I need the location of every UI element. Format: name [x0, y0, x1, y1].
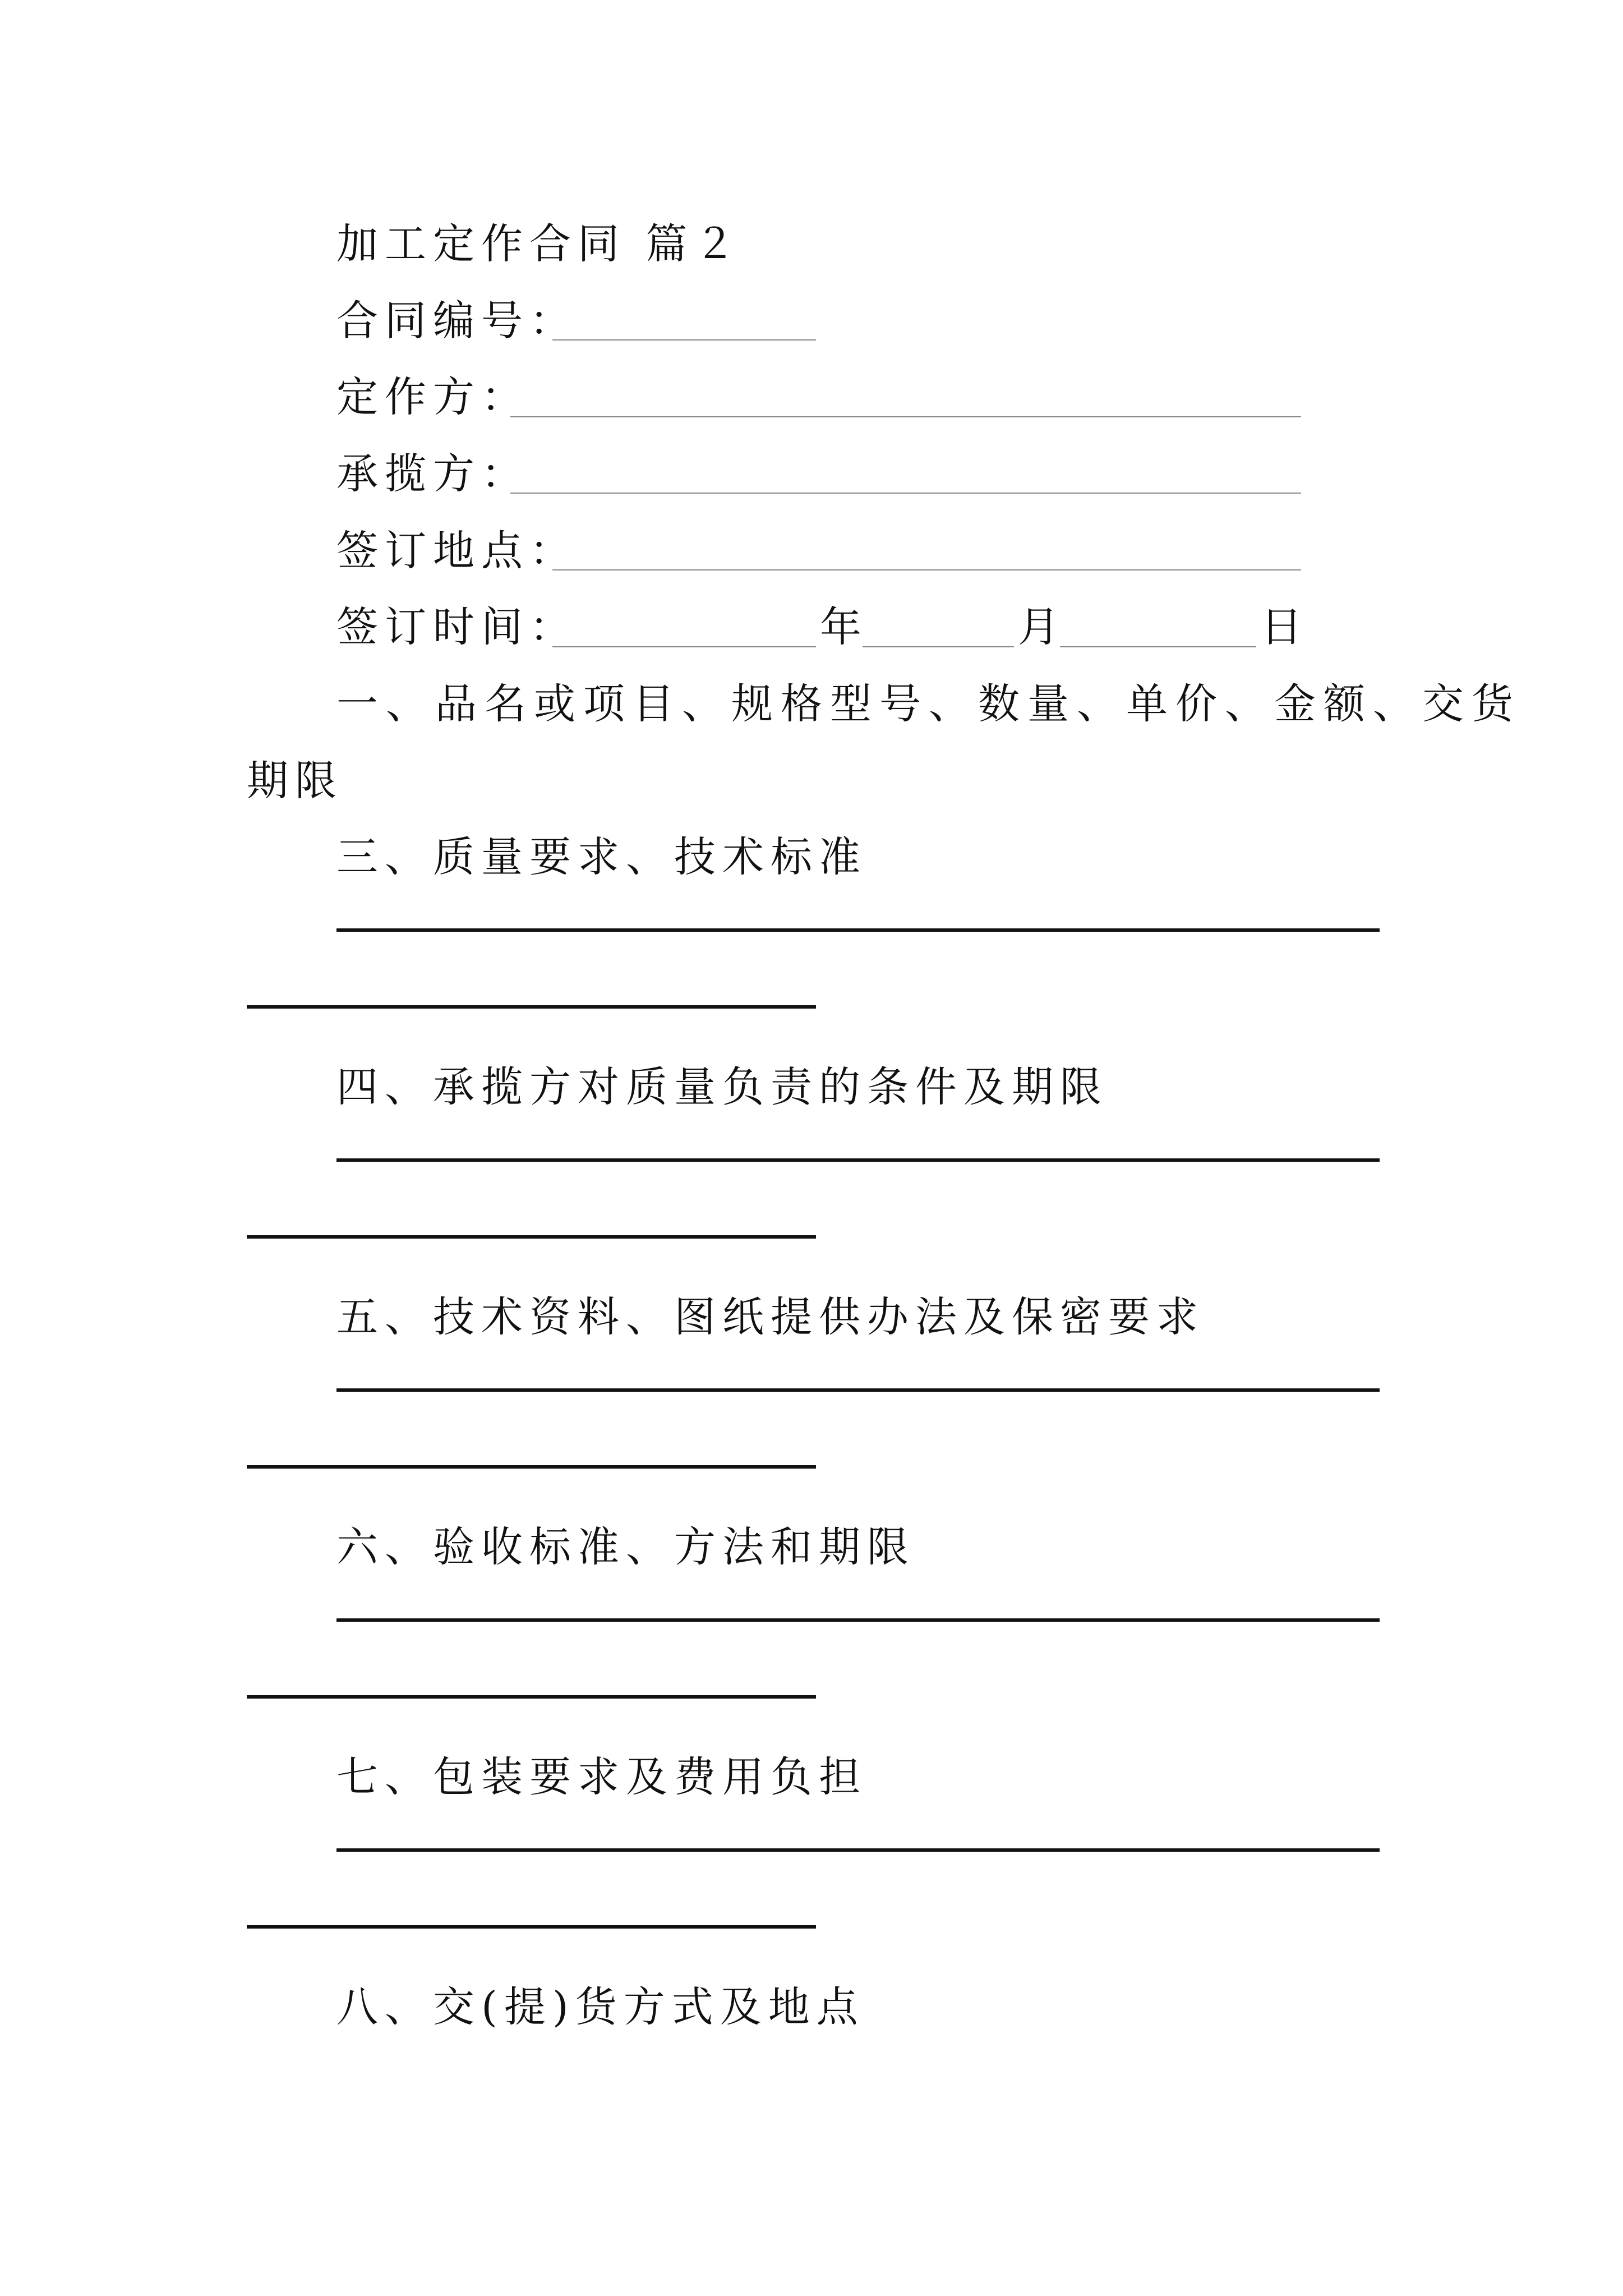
fill-rule-6a	[336, 1618, 1380, 1622]
fill-rule-5b	[247, 1465, 816, 1469]
blank-year	[552, 646, 816, 647]
section-heading-1: 一、品名或项目、规格型号、数量、单价、金额、交货	[336, 680, 1521, 728]
fill-rule-3b	[247, 1005, 816, 1009]
blank-signing-place	[552, 569, 1301, 570]
blank-month	[863, 646, 1014, 647]
section-heading-1-cont: 期限	[247, 757, 343, 805]
field-label-signing-place: 签订地点：	[336, 527, 578, 575]
blank-contractor	[510, 493, 1301, 494]
fill-rule-6b	[247, 1695, 816, 1699]
blank-day	[1060, 646, 1256, 647]
section-heading-8: 八、交(提)货方式及地点	[336, 1983, 865, 2031]
fill-rule-3a	[336, 928, 1380, 932]
fill-rule-7b	[247, 1925, 816, 1929]
fill-rule-7a	[336, 1848, 1380, 1852]
field-label-ordering-party: 定作方：	[336, 373, 529, 421]
field-label-contractor: 承揽方：	[336, 450, 529, 498]
field-label-contract-number: 合同编号：	[336, 297, 578, 345]
fill-rule-4b	[247, 1235, 816, 1239]
fill-rule-5a	[336, 1388, 1380, 1392]
date-day-label: 日	[1261, 603, 1309, 651]
date-year-label: 年	[820, 603, 868, 651]
section-heading-4: 四、承揽方对质量负责的条件及期限	[336, 1063, 1108, 1111]
date-month-label: 月	[1018, 603, 1066, 651]
field-label-signing-date: 签订时间：	[336, 603, 578, 651]
section-heading-5: 五、技术资料、图纸提供办法及保密要求	[336, 1293, 1205, 1341]
document-title: 加工定作合同 篇２	[336, 220, 743, 268]
fill-rule-4a	[336, 1158, 1380, 1162]
blank-contract-number	[552, 339, 816, 341]
section-heading-6: 六、验收标准、方法和期限	[336, 1523, 915, 1571]
blank-ordering-party	[510, 416, 1301, 417]
section-heading-3: 三、质量要求、技术标准	[336, 833, 867, 881]
section-heading-7: 七、包装要求及费用负担	[336, 1753, 867, 1801]
